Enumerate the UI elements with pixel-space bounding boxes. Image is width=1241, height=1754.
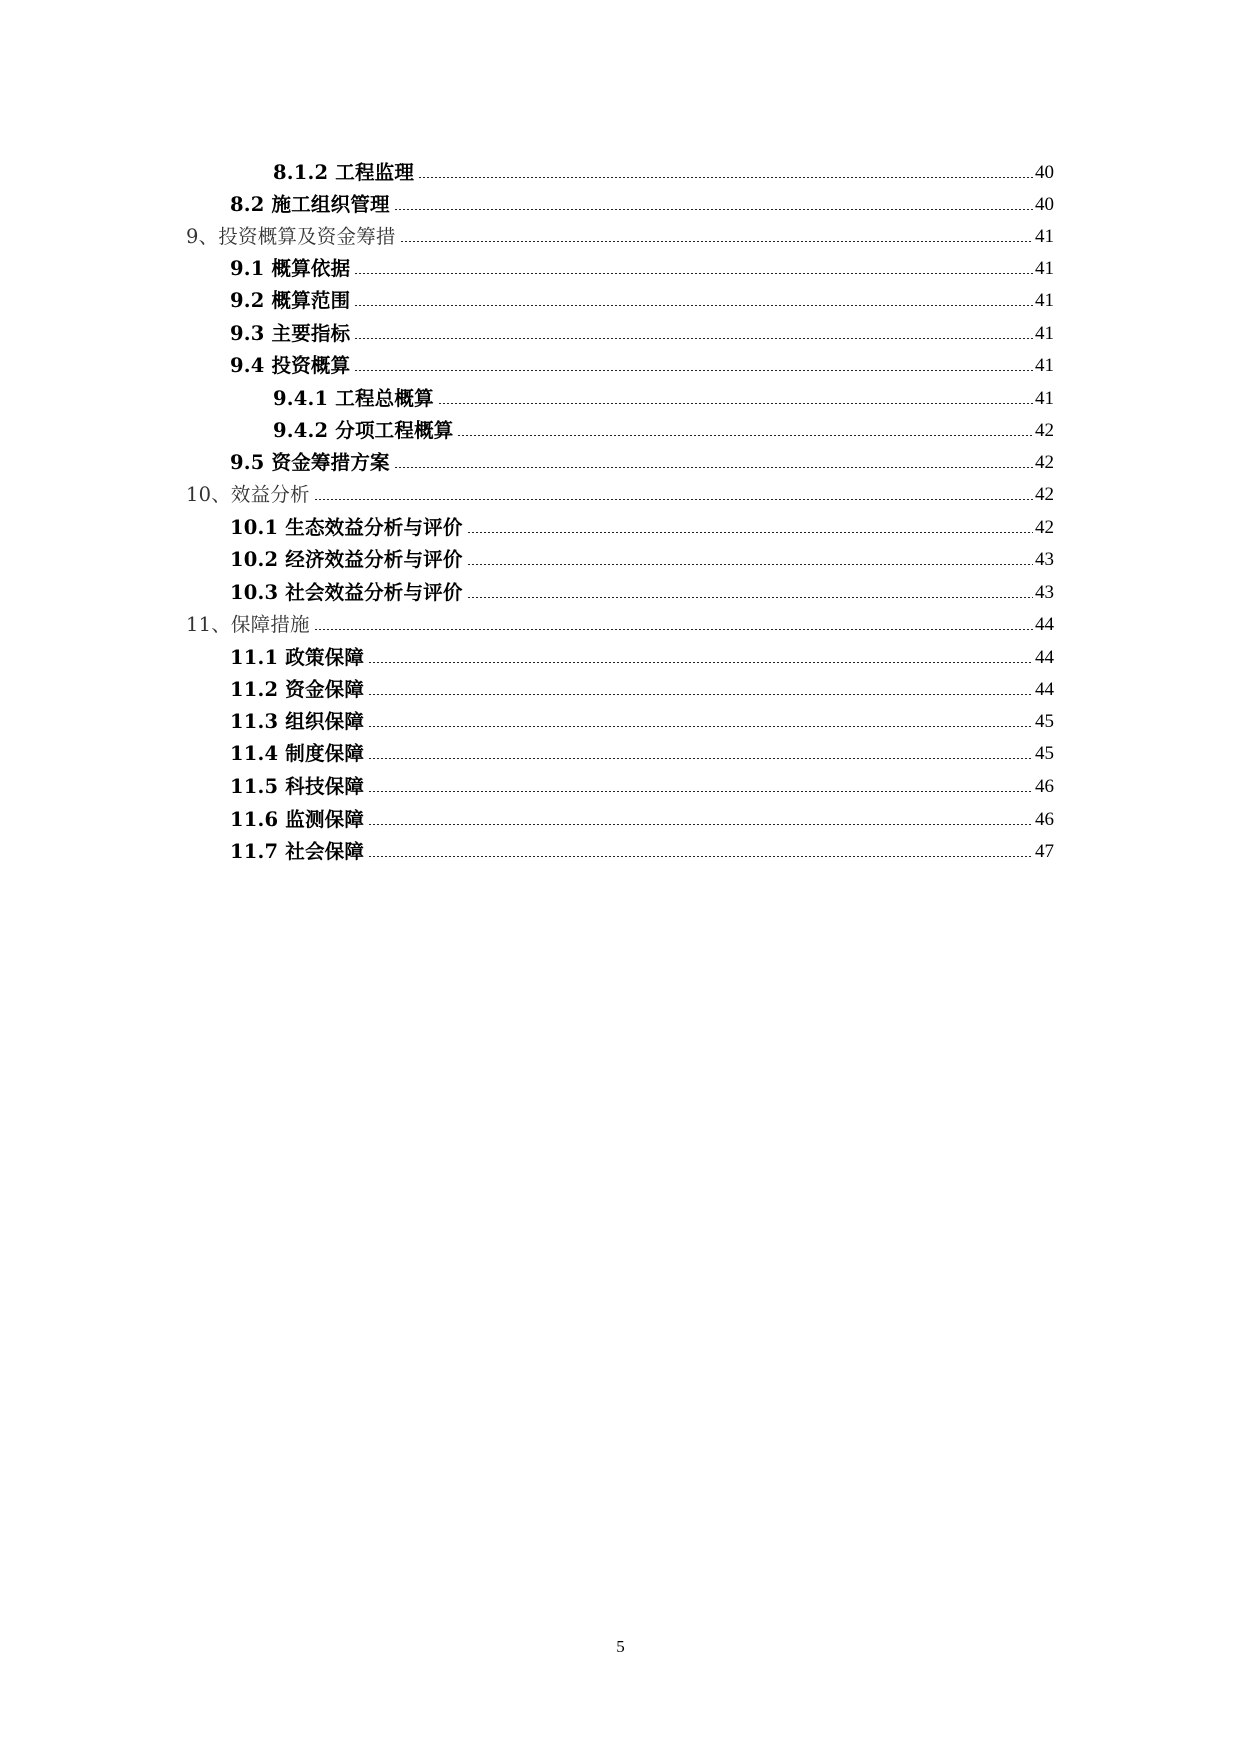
toc-dot-leader	[368, 694, 1033, 695]
toc-dot-leader	[368, 758, 1033, 759]
toc-dot-leader	[368, 726, 1033, 727]
toc-entry-label: 9.4.1 工程总概算	[273, 386, 434, 410]
toc-entry-label: 8.1.2 工程监理	[273, 160, 415, 184]
toc-entry-label: 11.6 监测保障	[230, 807, 365, 831]
toc-entry-label: 10、效益分析	[186, 482, 310, 506]
toc-dot-leader	[354, 305, 1033, 306]
toc-entry[interactable]	[273, 408, 1054, 440]
toc-entry-label: 9.1 概算依据	[230, 256, 351, 280]
toc-entry-label: 11.3 组织保障	[230, 709, 365, 733]
page-number: 5	[616, 1637, 625, 1656]
toc-entry[interactable]	[230, 182, 1054, 214]
toc-entry-page: 41	[1035, 388, 1054, 409]
toc-entry-page: 47	[1035, 841, 1054, 862]
toc-entry-label: 11.1 政策保障	[230, 645, 365, 669]
toc-dot-leader	[467, 564, 1033, 565]
toc-entry-page: 42	[1035, 517, 1054, 538]
toc-entry-page: 46	[1035, 776, 1054, 797]
toc-dot-leader	[400, 241, 1033, 242]
toc-entry-page: 45	[1035, 743, 1054, 764]
toc-entry-page: 41	[1035, 355, 1054, 376]
toc-entry[interactable]	[230, 537, 1054, 569]
toc-dot-leader	[467, 597, 1033, 598]
toc-entry-page: 40	[1035, 194, 1054, 215]
toc-dot-leader	[457, 435, 1033, 436]
toc-entry[interactable]	[230, 343, 1054, 375]
toc-entry[interactable]	[230, 570, 1054, 602]
toc-entry[interactable]	[230, 246, 1054, 278]
toc-dot-leader	[418, 177, 1033, 178]
toc-entry-page: 44	[1035, 614, 1054, 635]
toc-entry-label: 10.2 经济效益分析与评价	[230, 547, 463, 571]
toc-entry-label: 9.4.2 分项工程概算	[273, 418, 454, 442]
toc-entry[interactable]	[230, 764, 1054, 796]
toc-entry[interactable]	[230, 731, 1054, 763]
toc-dot-leader	[438, 403, 1033, 404]
toc-entry-page: 45	[1035, 711, 1054, 732]
toc-entry-page: 43	[1035, 582, 1054, 603]
toc-entry-label: 9.2 概算范围	[230, 288, 351, 312]
toc-entry[interactable]	[273, 150, 1054, 182]
toc-dot-leader	[368, 791, 1033, 792]
toc-dot-leader	[354, 370, 1033, 371]
toc-entry-page: 44	[1035, 679, 1054, 700]
toc-entry[interactable]	[273, 376, 1054, 408]
toc-entry[interactable]	[186, 214, 1054, 246]
toc-dot-leader	[314, 499, 1033, 500]
toc-entry-label: 9.3 主要指标	[230, 321, 351, 345]
toc-entry-page: 40	[1035, 162, 1054, 183]
toc-entry-page: 42	[1035, 420, 1054, 441]
toc-entry-label: 10.1 生态效益分析与评价	[230, 515, 463, 539]
toc-entry-page: 43	[1035, 549, 1054, 570]
toc-entry-page: 46	[1035, 809, 1054, 830]
toc-entry-page: 41	[1035, 258, 1054, 279]
toc-entry[interactable]	[230, 667, 1054, 699]
toc-dot-leader	[467, 532, 1033, 533]
toc-entry[interactable]	[186, 602, 1054, 634]
toc-entry-label: 11、保障措施	[186, 612, 310, 636]
toc-entry-label: 10.3 社会效益分析与评价	[230, 580, 463, 604]
toc-dot-leader	[354, 338, 1033, 339]
toc-entry[interactable]	[230, 635, 1054, 667]
toc-dot-leader	[354, 273, 1033, 274]
toc-entry-label: 11.7 社会保障	[230, 839, 365, 863]
toc-entry[interactable]	[230, 505, 1054, 537]
toc-entry[interactable]	[230, 797, 1054, 829]
toc-entry[interactable]	[186, 472, 1054, 504]
toc-entry-label: 9.4 投资概算	[230, 353, 351, 377]
toc-entry[interactable]	[230, 699, 1054, 731]
toc-dot-leader	[394, 209, 1033, 210]
toc-dot-leader	[368, 662, 1033, 663]
toc-entry[interactable]	[230, 440, 1054, 472]
toc-entry-label: 11.4 制度保障	[230, 741, 365, 765]
toc-entry-page: 42	[1035, 452, 1054, 473]
toc-entry-page: 42	[1035, 484, 1054, 505]
toc-dot-leader	[368, 824, 1033, 825]
toc-entry[interactable]	[230, 829, 1054, 861]
toc-entry-page: 44	[1035, 647, 1054, 668]
toc-dot-leader	[314, 629, 1033, 630]
toc-entry-page: 41	[1035, 226, 1054, 247]
toc-dot-leader	[368, 856, 1033, 857]
toc-entry-page: 41	[1035, 323, 1054, 344]
toc-dot-leader	[394, 467, 1033, 468]
toc-entry-label: 8.2 施工组织管理	[230, 192, 390, 216]
toc-entry-page: 41	[1035, 290, 1054, 311]
toc-entry[interactable]	[230, 311, 1054, 343]
toc-entry[interactable]	[230, 278, 1054, 310]
toc-entry-label: 9、投资概算及资金筹措	[186, 224, 396, 248]
toc-entry-label: 11.2 资金保障	[230, 677, 365, 701]
toc-entry-label: 11.5 科技保障	[230, 774, 365, 798]
toc-entry-label: 9.5 资金筹措方案	[230, 450, 390, 474]
